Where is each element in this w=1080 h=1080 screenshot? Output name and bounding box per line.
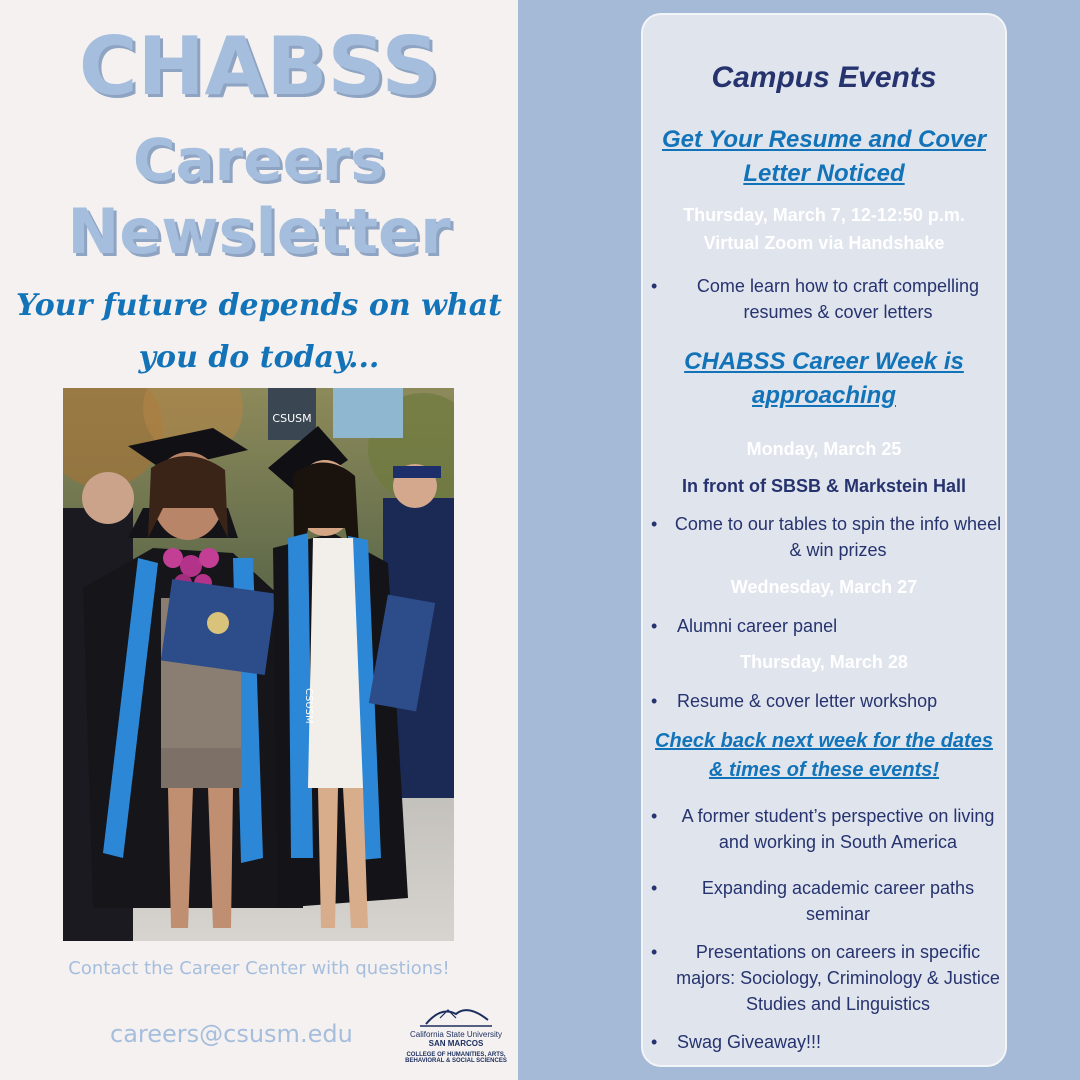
check-back-bullet-3: • Presentations on careers in specific majors: Sociology, Criminology & Justice Studies and Linguistics [651, 939, 1003, 1017]
csusm-logo [396, 1000, 516, 1072]
tagline: Your future depends on what you do today... [15, 288, 503, 375]
stole-text: CSUSM [303, 688, 314, 724]
logo-university: California State University [409, 1030, 503, 1039]
event1-date: Thursday, March 7, 12-12:50 p.m. [683, 205, 965, 225]
left-panel [0, 0, 518, 1080]
bullet-icon: • [651, 514, 658, 534]
career-week-day1-location: In front of SBSB & Markstein Hall [681, 476, 967, 496]
graduation-photo [63, 388, 454, 941]
career-week-day3-bullet: • Resume & cover letter workshop [651, 688, 1003, 714]
career-week-day3: Thursday, March 28 [740, 652, 908, 672]
banner-text: CSUSM [272, 412, 312, 425]
event1-location: Virtual Zoom via Handshake [703, 233, 945, 253]
bullet-icon: • [651, 691, 658, 711]
bullet-icon: • [651, 942, 658, 962]
contact-text: Contact the Career Center with questions! [68, 958, 450, 979]
contact-email[interactable]: careers@csusm.edu [110, 1020, 353, 1048]
career-week-day2: Wednesday, March 27 [730, 577, 918, 597]
check-back-bullet-1: • A former student’s perspective on living and working in South America [651, 803, 1003, 855]
event1-bullet: • Come learn how to craft compelling resumes & cover letters [651, 273, 1003, 325]
check-back-bullet-2: • Expanding academic career paths seminar [651, 875, 1003, 927]
bullet-icon: • [651, 276, 658, 296]
check-back-bullet-4: • Swag Giveaway!!! [651, 1029, 1003, 1055]
bullet-icon: • [651, 806, 658, 826]
campus-events-card [641, 13, 1007, 1067]
career-week-day1-bullet: • Come to our tables to spin the info wheel & win prizes [651, 511, 1003, 563]
headline-chabss: CHABSS [78, 20, 440, 113]
bullet-icon: • [651, 878, 658, 898]
check-back-title[interactable]: Check back next week for the dates & times of these events! [655, 730, 993, 781]
logo-campus: SAN MARCOS [428, 1038, 484, 1048]
career-week-day1: Monday, March 25 [746, 439, 902, 459]
event1-title[interactable]: Get Your Resume and Cover Letter Noticed [661, 126, 987, 187]
bullet-icon: • [651, 1032, 658, 1052]
campus-events-title: Campus Events [711, 61, 937, 94]
headline-newsletter: Newsletter [67, 195, 451, 268]
logo-college: COLLEGE OF HUMANITIES, ARTS, BEHAVIORAL & SOCIAL SCIENCES [405, 1051, 507, 1065]
career-week-title[interactable]: CHABSS Career Week is approaching [684, 348, 964, 409]
headline-careers: Careers [132, 126, 386, 194]
bullet-icon: • [651, 616, 658, 636]
career-week-day2-bullet: • Alumni career panel [651, 613, 1003, 639]
